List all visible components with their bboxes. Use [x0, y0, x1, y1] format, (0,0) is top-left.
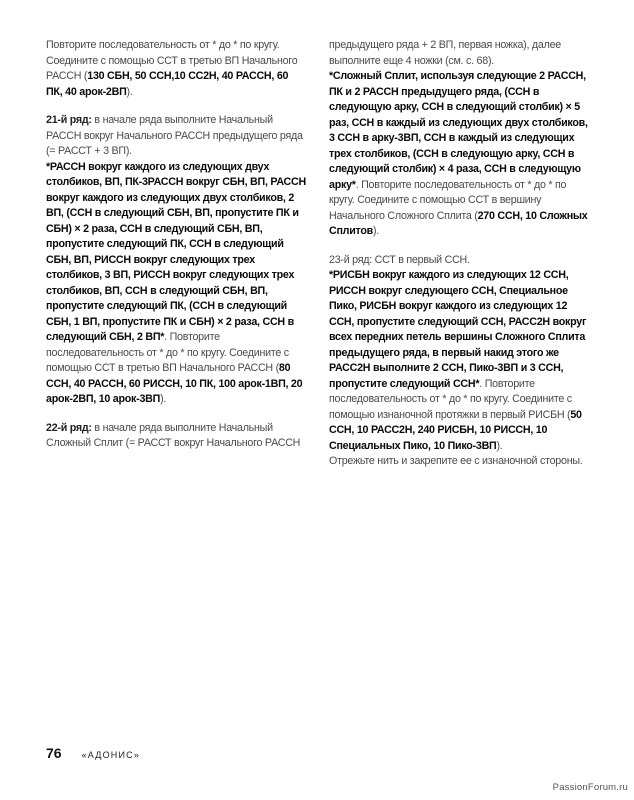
intro-end: ). [126, 85, 133, 98]
intro-paragraph [46, 38, 307, 100]
intro-text: Повторите последовательность от * до * по кругу. Соедините с помощью ССТ в третью ВП Начального РАССН ( [46, 39, 298, 82]
row-23-repeat: . Повторите последовательность от * до * по кругу. Соедините с помощью изнаночной протяжки в первый РИСБН ( [329, 377, 572, 421]
row-23-finish: Отрежьте нить и закрепите ее с изнаночной стороны. [329, 455, 583, 467]
row-22-continued-paragraph [329, 38, 590, 240]
row-23-intro: ССТ в первый ССН. [371, 253, 470, 266]
row-22-instructions: *Сложный Сплит, используя следующие 2 РАССН, ПК и 2 РАССН предыдущего ряда, (ССН в следующую арку, ССН в следующий столбик) × 5 раз, ССН в каждый из следующих двух столбиков, 3 ССН в арку-3ВП, ССН в каждый из следующих трех столбиков, (ССН в следующую арку, ССН в следующий столбик) × 4 раза, ССН в следующую арку* [329, 70, 588, 191]
row-22-end: ). [372, 225, 380, 237]
row-21-intro: в начале ряда выполните Начальный РАССН вокруг Начального РАССН предыдущего ряда (= РАССТ + 3 ВП). [46, 114, 303, 157]
row-22-repeat: . Повторите последовательность от * до * по кругу. Соедините с помощью ССТ в вершину Начального Сложного Сплита ( [329, 178, 567, 222]
row-23-paragraph [329, 253, 590, 470]
row-23-instructions: *РИСБН вокруг каждого из следующих 12 ССН, РИССН вокруг следующего ССН, Специальное Пико, РИСБН вокруг каждого из следующих 12 ССН, пропустите следующий ССН, РАСС2Н вокруг всех передних петель вершины Сложного Сплита предыдущего ряда, в первый накид этого же РАСС2Н выполните 2 ССН, Пико-3ВП и 3 ССН, пропустите следующий ССН* [329, 269, 587, 390]
row-21-paragraph [46, 113, 307, 408]
row-21-repeat: . Повторите последовательность от * до * по кругу. Соедините с помощью ССТ в третью ВП Начального РАССН ( [46, 331, 289, 374]
row-21-label: 21-й ряд: [46, 114, 92, 126]
row-22-label: 22-й ряд: [46, 421, 92, 434]
row-22-paragraph [46, 421, 307, 452]
magazine-name: «АДОНИС» [81, 750, 141, 760]
row-22-intro: в начале ряда выполните Начальный Сложный Сплит (= РАССТ вокруг Начального РАССН [46, 421, 301, 449]
row-21-end: ). [160, 393, 167, 405]
row-23-label: 23-й ряд: [329, 253, 372, 266]
watermark: PassionForum.ru [552, 782, 628, 793]
row-22-cont-text: предыдущего ряда + 2 ВП, первая ножка), далее выполните еще 4 ножки (см. с. 68). [329, 39, 561, 67]
left-column [46, 38, 307, 465]
row-23-end: ). [496, 439, 503, 452]
right-column [329, 38, 590, 483]
row-21-counts: 80 ССН, 40 РАССН, 60 РИССН, 10 ПК, 100 арок-1ВП, 20 арок-2ВП, 10 арок-3ВП [46, 362, 303, 405]
page-footer [46, 745, 140, 761]
intro-counts: 130 СБН, 50 ССН,10 СС2Н, 40 РАССН, 60 ПК, 40 арок-2ВП [46, 70, 289, 98]
row-21-instructions: *РАССН вокруг каждого из следующих двух столбиков, ВП, ПК-3РАССН вокруг СБН, ВП, РАССН вокруг каждого из следующих двух столбиков, 2 ВП, (ССН в следующий СБН, ВП, пропустите ПК и СБН) × 2 раза, ССН в следующий СБН, ВП, пропустите следующий ПК, ССН в следующий СБН, ВП, РИССН вокруг следующих трех столбиков, 3 ВП, РИССН вокруг следующих трех столбиков, ВП, ССН в следующий СБН, ВП, пропустите следующий ПК, (ССН в следующий СБН, 1 ВП, пропустите ПК и СБН) × 2 раза, ССН в следующий СБН, 2 ВП* [46, 160, 306, 343]
row-23-counts: 50 ССН, 10 РАСС2Н, 240 РИСБН, 10 РИССН, 10 Специальных Пико, 10 Пико-3ВП [329, 408, 582, 452]
row-22-counts: 270 ССН, 10 Сложных Сплитов [329, 209, 588, 237]
page-number: 76 [46, 745, 62, 761]
